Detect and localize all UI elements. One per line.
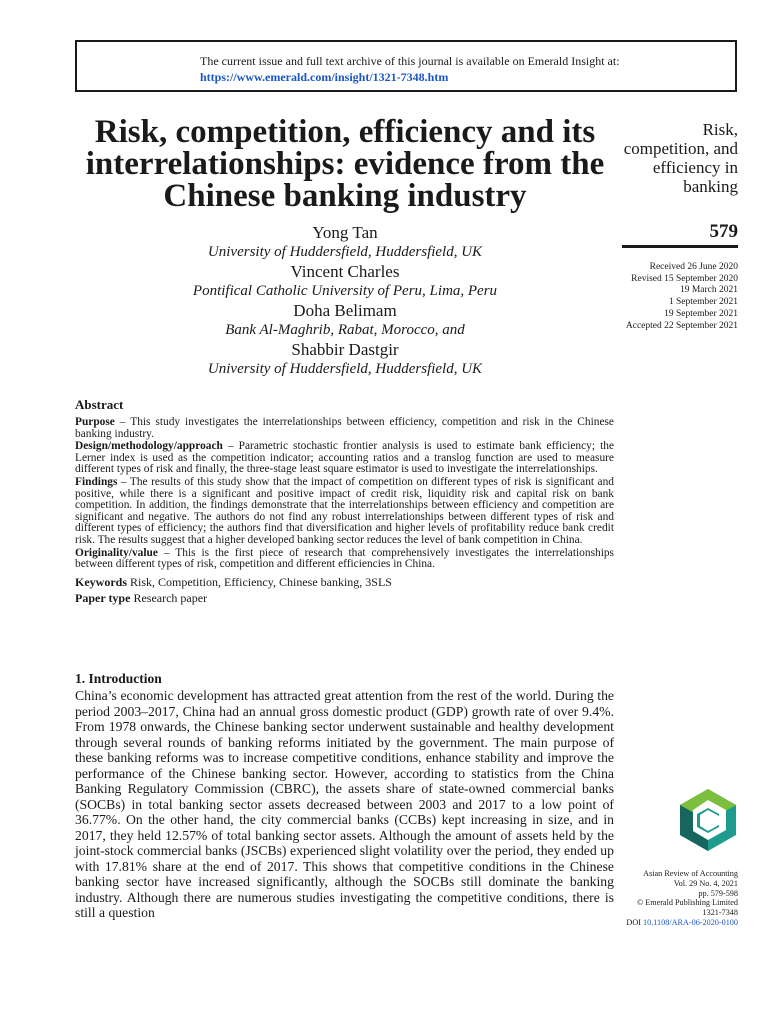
introduction-body: China’s economic development has attracted great attention from the rest of the world. During the period 2003–2017, China had an annual gross domestic product (GDP) growth rate of over 9.4%. From 1978 onwards, the Chinese banking sector underwent sustainable and healthy development through several rounds of banking reforms initiated by the government. The main purpose of these banking reforms was to increase competitive conditions, enhance stability and improve the performance of the Chinese banking sector. However, according to statistics from the China Banking Regulatory Commission (CBRC), the assets share of state-owned commercial banks (SOCBs) in total banking sector assets decreased between 2003 and 2017 to a low point of 36.77%. On the other hand, the city commercial banks (CCBs) kept increasing in size, and in 2017, they held 12.57% of total banking sector assets. Although the amount of assets held by the joint-stock commercial banks (JSCBs) experienced slight volatility over the period, they ended up with 17.81% share at the end of 2017. This shows that competitive conditions in the Chinese banking sector have increased significantly, although the SOCBs still dominate the banking industry. Although there are numerous studies investigating the competitive conditions, there is still a question	[75, 688, 614, 920]
journal-name: Asian Review of Accounting	[643, 869, 738, 878]
journal-citation	[622, 869, 738, 928]
date-revised: Revised 15 September 2020	[631, 273, 738, 284]
doi-line	[622, 918, 738, 928]
author-list	[70, 223, 620, 379]
journal-pages: pp. 579-598	[698, 888, 738, 898]
doi-label: DOI	[626, 917, 641, 927]
abstract-heading: Abstract	[75, 397, 124, 412]
introduction-section	[75, 671, 614, 921]
abstract-originality	[75, 548, 614, 571]
article-title: Risk, competition, efficiency and its interrelationships: evidence from the Chinese banking industry	[85, 114, 605, 214]
date-revised: 1 September 2021	[668, 297, 738, 308]
author-affiliation: University of Huddersfield, Huddersfield, UK	[207, 361, 483, 377]
author-name: Vincent Charles	[290, 262, 400, 281]
page-number: 579	[709, 221, 738, 242]
journal-url-link[interactable]: https://www.emerald.com/insight/1321-7348.htm	[200, 70, 449, 84]
date-accepted: Accepted 22 September 2021	[625, 320, 738, 331]
author-name: Doha Belimam	[293, 301, 397, 320]
date-received: Received 26 June 2020	[649, 262, 738, 272]
submission-dates	[612, 262, 738, 332]
findings-label: Findings	[75, 475, 118, 488]
date-revised: 19 September 2021	[664, 308, 738, 319]
author-name: Shabbir Dastgir	[291, 340, 399, 359]
purpose-label: Purpose	[75, 416, 115, 428]
publisher-logo-icon	[676, 788, 740, 852]
findings-text: – The results of this study show that the impact of competition on different types of risk is significant and positive, while there is a significant and positive impact of credit risk, liquidity risk and capital risk on bank competition. In addition, the findings demonstrate that the interrelationships between efficiency and competition are significant and negative. The authors do not find any robust interrelationships between different types of risk and different types of efficiency; the authors find that diversification and higher levels of profitability reduce bank credit risk. The results suggest that a higher developed banking sector reduces the level of bank competition in China.	[75, 475, 614, 546]
introduction-heading: 1. Introduction	[75, 671, 162, 686]
issn: 1321-7348	[702, 908, 738, 918]
journal-volume: Vol. 29 No. 4, 2021	[673, 878, 738, 888]
author-name: Yong Tan	[312, 223, 378, 242]
design-text: – Parametric stochastic frontier analysis is used to estimate bank efficiency; the Lerner index is used as the competition indicator; accounting ratios and a translog function are used to measure different types of risk and finally, the three-stage least square estimator is used to investigate the interrelationships.	[75, 440, 614, 476]
paper-type	[75, 591, 614, 606]
abstract-findings	[75, 477, 614, 547]
abstract-design	[75, 441, 614, 476]
abstract-purpose	[75, 417, 614, 440]
paper-type-text: Research paper	[130, 590, 208, 605]
keywords-label: Keywords	[75, 574, 127, 589]
design-label: Design/methodology/approach	[75, 440, 223, 453]
date-revised: 19 March 2021	[679, 285, 738, 296]
archive-banner	[75, 40, 737, 92]
page-number-rule	[622, 245, 738, 248]
author-affiliation: Pontifical Catholic University of Peru, Lima, Peru	[192, 283, 498, 299]
keywords-text: Risk, Competition, Efficiency, Chinese banking, 3SLS	[127, 574, 392, 589]
banner-text: The current issue and full text archive of this journal is available on Emerald Insight at:	[200, 54, 620, 68]
paper-type-label: Paper type	[75, 590, 131, 605]
originality-label: Originality/value	[75, 546, 158, 559]
purpose-text: – This study investigates the interrelationships between efficiency, competition and risk in the Chinese banking industry.	[75, 416, 614, 440]
abstract-section	[75, 398, 614, 606]
publisher: © Emerald Publishing Limited	[636, 898, 738, 908]
author-affiliation: Bank Al-Maghrib, Rabat, Morocco, and	[225, 322, 465, 338]
author-affiliation: University of Huddersfield, Huddersfield, UK	[207, 244, 483, 260]
doi-link[interactable]: 10.1108/ARA-06-2020-0100	[643, 917, 738, 927]
running-title: Risk, competition, and efficiency in banking	[623, 120, 738, 196]
keywords	[75, 575, 614, 590]
originality-text: – This is the first piece of research that comprehensively investigates the interrelationships between different types of risk, competition and different efficiencies in China.	[75, 546, 614, 571]
